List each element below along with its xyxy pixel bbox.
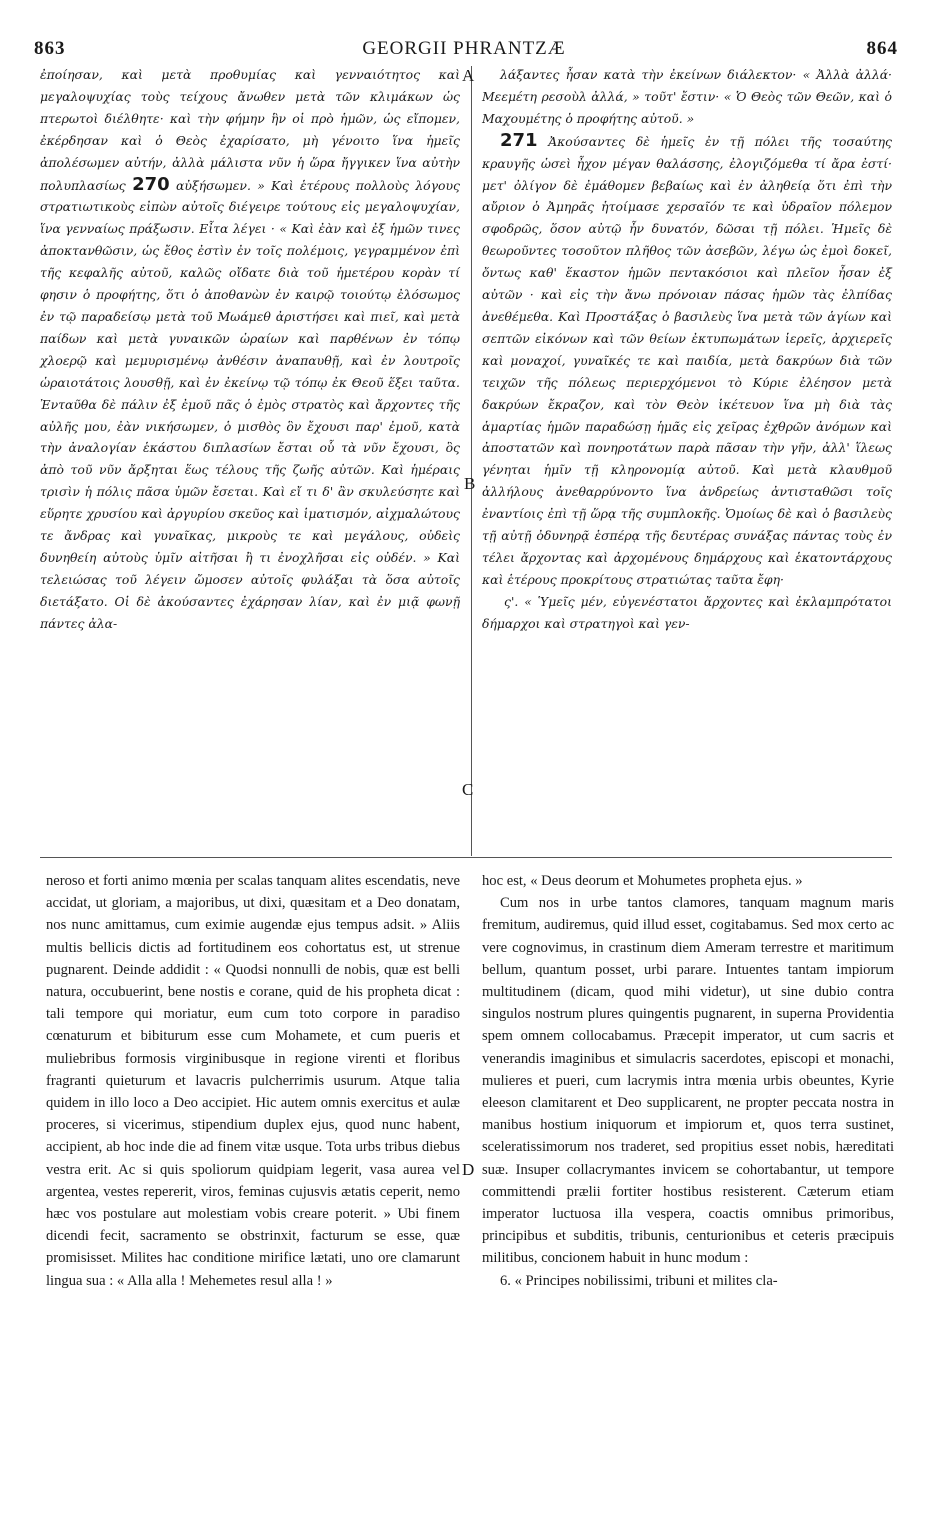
latin-right-part-2: Cum nos in urbe tantos clamores, tanquam magnum maris fremitum, audiremus, quid illud esset, cogitabamus. Sed mox certo ac vere cognovimus, in crastinum diem Ameram terrestre et maritimum bellum, quantum posset, urbi parare. Intuentes tantam impiorum multitudinem (dicam, quod mihi videtur), ut sine dubio contra singulos nostrum plures quingentis pugnarent, in superna Providentia spem omnem collocabamus. Præcepit imperator, ut cum sacris et venerandis imaginibus et simulacris sacerdotes, episcopi et monachi, mulieres et pueri, cum lacrymis intra mœnia urbis obeuntes, Kyrie eleeson clamitarent et Deo supplicarent, ne propter peccata nostra in manibus hostium iniquorum et impiorum et, quos terra sustinet, sceleratissimorum nos traderet, sed propitius esset nobis, hæreditati suæ. Insuper collacrymantes invicem se cohortabantur, ut tempore committendi prælii fortiter hostibus resisterent. Cæterum etiam imperator luctuosa illa vespera, coactis omnibus primoribus, principibus et subditis, tribunis, centurionibus et ceteris præcipuis militibus, concionem habuit in hunc modum :: [482, 895, 894, 1267]
running-title: GEORGII PHRANTZÆ: [362, 38, 566, 59]
column-divider-greek: [471, 66, 472, 856]
latin-text-right-column: [482, 870, 894, 1292]
latin-text-left-column: neroso et forti animo mœnia per scalas tanquam alites escendatis, neve accidat, ut gloriam, a majoribus, ut dixi, quæsitam et a Deo donatam, nos nunc amittamus, cum eximie augendæ ejus tempus adsit. » Aliis multis bellicis dictis ad fortitudinem eos cohortatus est, ut strenue pugnarent. Deinde addidit : « Quodsi nonnulli de nobis, quæ est belli natura, occubuerint, bene nostis e corane, quid de his propheta dicat : tali tempore qui moriatur, eum cum toto corpore in paradiso cœnaturum et bibiturum esse cum Mohamete, et cum pueris et muliebribus formosis virginibusque in regione virenti et floribus fragranti quieturum et lavacris pulcherrimis usurum. Atque talia quidem in illo loco a Deo accipiet. Hic autem omnis exercitus et aulæ proceres, si vicerimus, stipendium duplex ejus, quod nunc habent, accipient, ab hoc inde die ad finem vitæ usque. Tota urbs tribus diebus vestra erit. Ac si quis spoliorum quidpiam legerit, vasa aurea vel argentea, vestes repererit, viros, feminas cujusvis ætatis ceperit, nemo hæc vos postulare aut molestiam vobis creare poterit. » Ubi finem dicendi fecit, sacramento se obstrinxit, facturum se esse, quæ promisisset. Milites hac conditione mirifice lætati, uno ore clamarunt lingua sua : « Alla alla ! Mehemetes resul alla ! »: [46, 873, 460, 1289]
running-header: [30, 38, 898, 64]
margin-letter-c: C: [462, 780, 474, 799]
margin-letter-b: B: [464, 474, 476, 493]
section-number-271: 271: [500, 129, 538, 151]
greek-right-part-1: λάξαντες ἦσαν κατὰ τὴν ἐκείνων διάλεκτον· « Ἀλλὰ ἀλλά· Μεεμέτη ρεσοὺλ ἀλλά, » τοῦτ' ἔστιν· « Ὁ Θεὸς τῶν Θεῶν, καὶ ὁ Μαχουμέτης ὁ προφήτης αὐτοῦ. »: [482, 67, 892, 126]
greek-right-part-2: Ἀκούσαντες δὲ ἡμεῖς ἐν τῇ πόλει τῆς τοσαύτης κραυγῆς ὡσεὶ ἦχον μέγαν θαλάσσης, ἐλογιζόμεθα τί ἄρα ἐστί· μετ' ὀλίγον δὲ ἐμάθομεν βεβαίως καὶ ἐν ἀληθείᾳ ὅτι ἐπὶ τὴν αὔριον ὁ Ἀμηρᾶς ἡτοίμασε χερσαῖόν τε καὶ ὑδραῖον πόλεμον σφοδρῶς, ὅσον αὐτῷ ἦν δυνατόν, δῶσαι τῇ πόλει. Ἡμεῖς δὲ θεωροῦντες τοσοῦτον πλῆθος τῶν ἀσεβῶν, λέγω ὡς ἐμοὶ δοκεῖ, ὄντως καθ' ἕκαστον ἡμῶν πεντακόσιοι καὶ πλεῖον ἦσαν ἐξ αὐτῶν · καὶ εἰς τὴν ἄνω πρόνοιαν πάσας ἡμῶν τὰς ἐλπίδας ἀνεθέμεθα. Καὶ Προστάξας ὁ βασιλεὺς ἵνα μετὰ τῶν ἁγίων καὶ σεπτῶν εἰκόνων καὶ τῶν θείων ἐκτυπωμάτων ἱερεῖς, ἀρχιερεῖς καὶ μοναχοί, γυναῖκές τε καὶ παιδία, μετὰ δακρύων διὰ τῶν τειχῶν τῆς πόλεως περιερχόμενοι τὸ Κύριε ἐλέησον μετὰ δακρύων ἔκραζον, καὶ τὸν Θεὸν ἱκέτευον ἵνα μὴ διὰ τὰς ἁμαρτίας ἡμῶν παραδώσῃ ἡμᾶς εἰς χεῖρας ἐχθρῶν ἀνόμων καὶ ἀποστατῶν καὶ πονηροτάτων παρὰ πᾶσαν τὴν γῆν, ἀλλ' ἵλεως γένηται ἡμῖν τῇ κληρονομίᾳ αὐτοῦ. Καὶ μετὰ κλαυθμοῦ ἀλλήλους ἀνεθαρρύνοντο ἵνα ἀνδρείως ἀντισταθῶσι τοῖς ἐναντίοις ἐπὶ τῇ ὥρᾳ τῆς συμπλοκῆς. Ὁμοίως δὲ καὶ ὁ βασιλεὺς τῇ αὐτῇ ὀδυνηρᾷ ἑσπέρᾳ τῆς δευτέρας συνάξας πάντας τοὺς ἐν τέλει ἄρχοντας καὶ ἀρχομένους δημάρχους καὶ ἑκατοντάρχους καὶ ἑτέρους προκρίτους στρατιώτας ταῦτα ἔφη·: [482, 133, 892, 587]
margin-letter-d: D: [462, 1160, 475, 1179]
latin-right-part-1: hoc est, « Deus deorum et Mohumetes propheta ejus. »: [482, 873, 803, 889]
section-divider: [40, 857, 892, 858]
greek-text-left-column: [40, 64, 460, 635]
latin-right-part-3: 6. « Principes nobilissimi, tribuni et milites cla-: [500, 1272, 778, 1289]
greek-left-part-2: αὐξήσωμεν. » Καὶ ἑτέρους πολλοὺς λόγους στρατιωτικοὺς εἰπὼν αὐτοῖς διέγειρε τούτους εἰς μεγαλοψυχίαν, ἵνα γενναίως πράξωσιν. Εἶτα λέγει · « Καὶ ἐὰν καὶ ἐξ ἡμῶν τινες ἀποκτανθῶσιν, ὡς ἔθος ἐστὶν ἐν τοῖς πολέμοις, γεγραμμένον ἐπὶ τῆς κεφαλῆς αὐτοῦ, καλῶς οἴδατε διὰ τοῦ ἡμετέρου κορὰν τί φησιν ὁ προφήτης, ὅτι ὁ ἀποθανὼν ἐν καιρῷ τοιούτῳ ἐλόσωμος ἐν τῷ παραδείσῳ μετὰ τοῦ Μωάμεθ ἀριστήσει καὶ πιεῖ, καὶ μετὰ παίδων καὶ μετὰ γυναικῶν ὡραίων καὶ παρθένων ἐν τόπῳ χλοερῷ καὶ μεμυρισμένῳ ἀνθέσιν ἀναπαυθῇ, καὶ ἐν λουτροῖς ὡραιοτάτοις λουσθῇ, καὶ ἐν ἐκείνῳ τῷ τόπῳ ἐκ Θεοῦ ἕξει ταῦτα. Ἐνταῦθα δὲ πάλιν ἐξ ἐμοῦ πᾶς ὁ ἐμὸς στρατὸς καὶ ἄρχοντες τῆς αὐλῆς μου, ἐὰν νικήσωμεν, ὁ μισθὸς ὃν ἔχουσι παρ' ἐμοῦ, κατὰ τὴν ἀναλογίαν ἑκάστου διπλασίων ἔσται οὗ τὰ νῦν ἔχουσι, ὃς ἀπὸ τοῦ νῦν ἄρξηται ἕως τέλους τῆς ζωῆς αὐτῶν. Καὶ ἡμέραις τρισὶν ἡ πόλις πᾶσα ὑμῶν ἔσεται. Καὶ εἴ τι δ' ἂν σκυλεύσητε καὶ εὕρητε χρυσίου καὶ ἀργυρίου σκεῦος καὶ ἱματισμόν, αἰχμαλώτους τε ἄνδρας καὶ γυναῖκας, μικροὺς τε καὶ μεγάλους, οὐδεὶς δυνηθείη αὐτοὺς ὑμῖν αἰτῆσαι ἢ τι ἐνοχλῆσαι εἰς οὐδέν. » Καὶ τελειώσας τοῦ λέγειν ὤμοσεν αὐτοῖς φυλάξαι τὰ ὅσα αὐτοῖς διετάξατο. Οἱ δὲ ἀκούσαντες ἐχάρησαν λίαν, καὶ ἐν μιᾷ φωνῇ πάντες ἀλα-: [40, 177, 460, 631]
greek-right-paragraph-271: [482, 130, 892, 591]
greek-left-part-1: ἐποίησαν, καὶ μετὰ προθυμίας καὶ γενναιότητος καὶ μεγαλοψυχίας τοὺς τείχους ἄνωθεν μετὰ τῶν κλιμάκων ὡς πτερωτοὶ διέλθητε· καὶ τὴν φήμην ἣν οἱ πρὸ ἡμῶν, ὡς εἴπομεν, ἐκέρδησαν καὶ ὁ Θεὸς ἐχαρίσατο, μὴ γένοιτο ἵνα ἡμεῖς ἀπολέσωμεν αὐτήν, ἀλλὰ μάλιστα νῦν ἡ ὥρα ἤγγικεν ἵνα αὐτὴν πολυπλασίως: [40, 67, 460, 193]
margin-letter-a: A: [462, 66, 475, 85]
section-number-270: 270: [132, 173, 170, 195]
greek-right-part-3: ς'. « Ὑμεῖς μέν, εὐγενέστατοι ἄρχοντες καὶ ἐκλαμπρότατοι δήμαρχοι καὶ στρατηγοὶ καὶ γεν-: [482, 593, 892, 631]
page-number-right: 864: [866, 38, 898, 59]
page-number-left: 863: [34, 38, 66, 59]
greek-text-right-column: [482, 64, 892, 635]
